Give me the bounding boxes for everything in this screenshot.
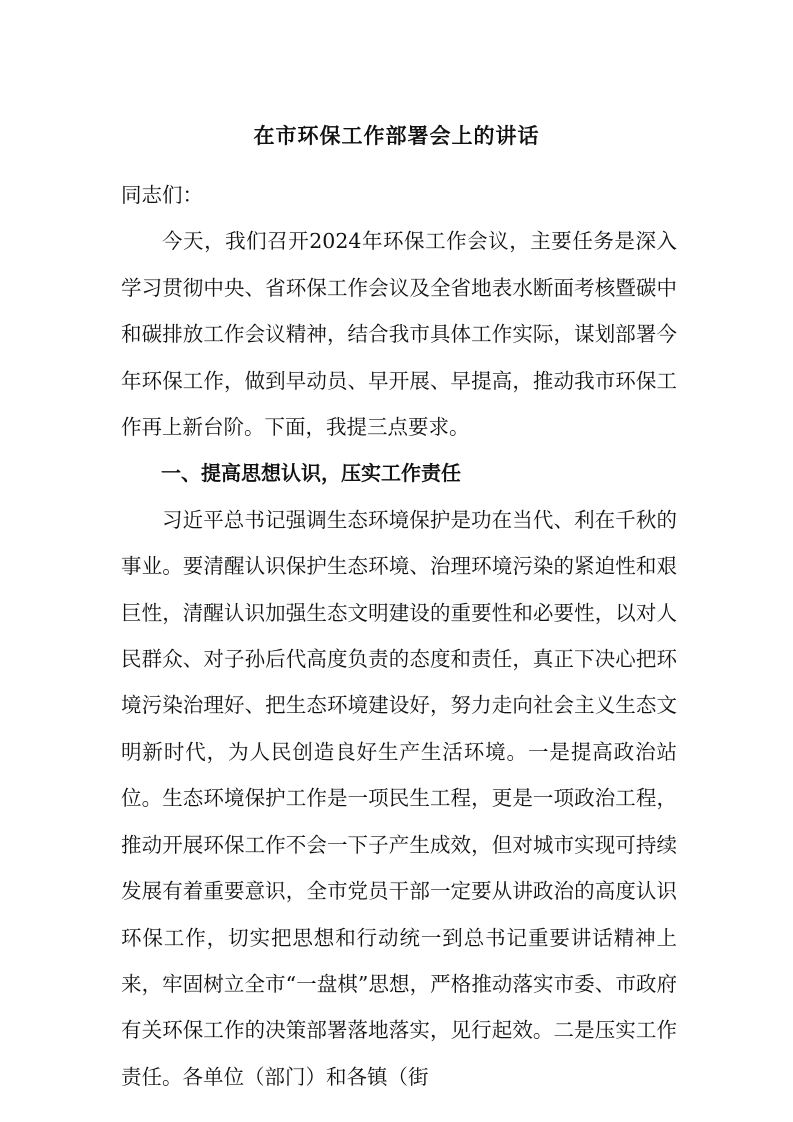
- section-heading-1: 一、提高思想认识，压实工作责任: [161, 461, 461, 486]
- intro-paragraph: 今天，我们召开2024年环保工作会议，主要任务是深入学习贯彻中央、省环保工作会议及全省地表水断面考核暨碳中和碳排放工作会议精神，结合我市具体工作实际，谋划部署今年环保工作，做到早动员、早开展、早提高，推动我市环保工作再上新台阶。下面，我提三点要求。: [121, 229, 677, 440]
- salutation: 同志们：: [121, 183, 203, 207]
- document-title: 在市环保工作部署会上的讲话: [253, 124, 540, 148]
- section-1-paragraph: 习近平总书记强调生态环境保护是功在当代、利在千秋的事业。要清醒认识保护生态环境、治理环境污染的紧迫性和艰巨性，清醒认识加强生态文明建设的重要性和必要性，以对人民群众、对子孙后代高度负责的态度和责任，真正下决心把环境污染治理好、把生态环境建设好，努力走向社会主义生态文明新时代，为人民创造良好生产生活环境。一是提高政治站位。生态环境保护工作是一项民生工程，更是一项政治工程，推动开展环保工作不会一下子产生成效，但对城市实现可持续发展有着重要意识，全市党员干部一定要从讲政治的高度认识环保工作，切实把思想和行动统一到总书记重要讲话精神上来，牢固树立全市“一盘棋”思想，严格推动落实市委、市政府有关环保工作的决策部署落地落实，见行起效。二是压实工作责任。各单位（部门）和各镇（街: [121, 507, 677, 1089]
- document-body: [121, 172, 677, 1100]
